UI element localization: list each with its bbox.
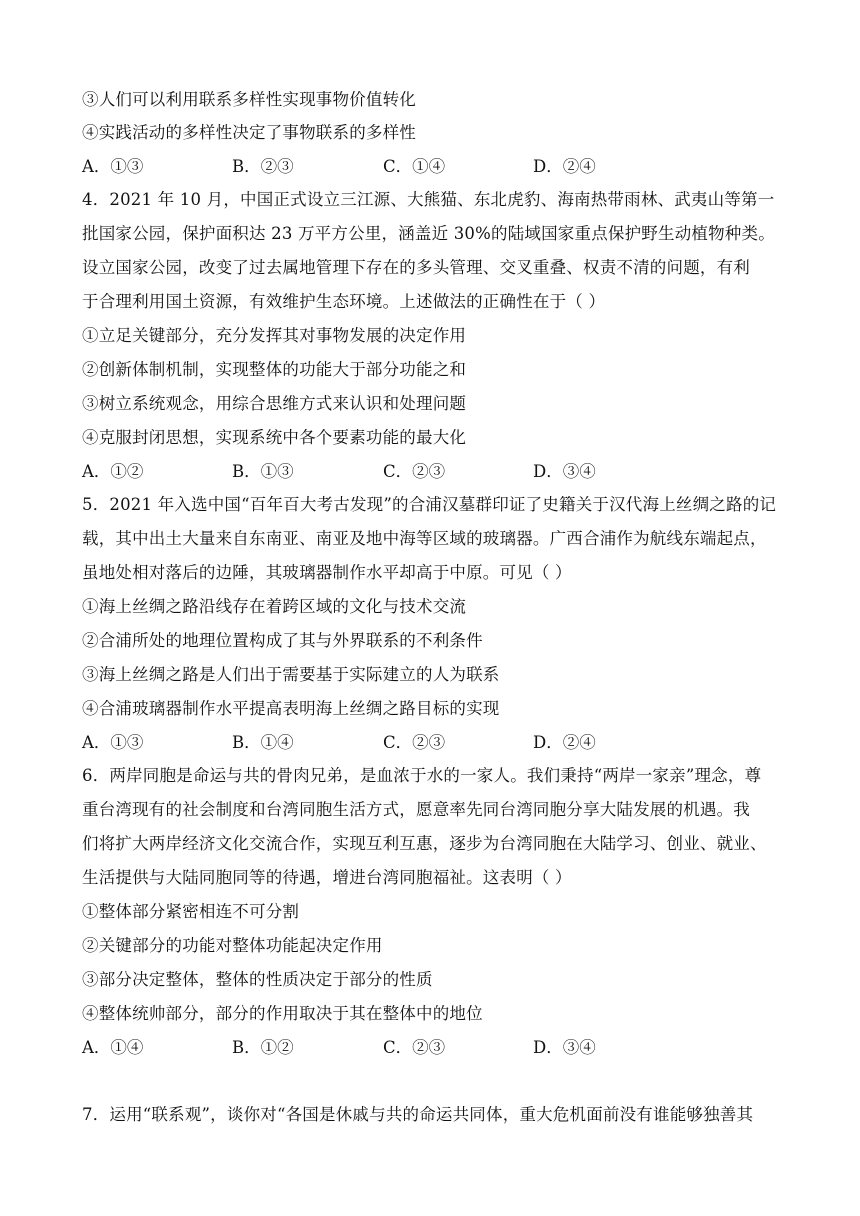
q6-stem-line-3: 们将扩大两岸经济文化交流合作，实现互利互惠，逐步为台湾同胞在大陆学习、创业、就业、 (82, 834, 767, 853)
q6-stem-line-2: 重台湾现有的社会制度和台湾同胞生活方式，愿意率先同台湾同胞分享大陆发展的机遇。我 (82, 800, 750, 819)
q6-option-c: C．②③ (383, 1038, 446, 1057)
q3-option-b: B．②③ (232, 157, 294, 176)
q3-option-a: A．①③ (82, 157, 144, 176)
q4-option-a: A．①② (82, 462, 144, 481)
q6-stem-line-4: 生活提供与大陆同胞同等的待遇，增进台湾同胞福祉。这表明（ ） (82, 868, 572, 887)
q4-stem-line-2: 批国家公园，保护面积达 23 万平方公里，涵盖近 30%的陆域国家重点保护野生动植物种类。 (82, 224, 775, 243)
q5-statement-1: ①海上丝绸之路沿线存在着跨区域的文化与技术交流 (82, 597, 467, 616)
q3-statement-4: ④实践活动的多样性决定了事物联系的多样性 (82, 123, 416, 142)
q5-statement-2: ②合浦所处的地理位置构成了其与外界联系的不利条件 (82, 631, 483, 650)
q5-option-d: D．②④ (533, 733, 596, 752)
q4-option-b: B．①③ (232, 462, 294, 481)
q4-statement-3: ③树立系统观念，用综合思维方式来认识和处理问题 (82, 394, 467, 413)
q6-statement-1: ①整体部分紧密相连不可分割 (82, 902, 300, 921)
q3-option-c: C．①④ (383, 157, 446, 176)
q3-option-d: D．②④ (533, 157, 596, 176)
q7-stem-line-1: 7．运用“联系观”，谈你对“各国是休戚与共的命运共同体，重大危机面前没有谁能够独善其 (82, 1105, 754, 1124)
q5-option-c: C．②③ (383, 733, 446, 752)
q5-stem-line-3: 虽地处相对落后的边陲，其玻璃器制作水平却高于中原。可见（ ） (82, 563, 572, 582)
q4-stem-line-4: 于合理利用国土资源，有效维护生态环境。上述做法的正确性在于（ ） (82, 292, 606, 311)
q4-stem-line-1: 4．2021 年 10 月，中国正式设立三江源、大熊猫、东北虎豹、海南热带雨林、武夷山等第一 (82, 190, 775, 209)
q6-stem-line-1: 6．两岸同胞是命运与共的骨肉兄弟，是血浓于水的一家人。我们秉持“两岸一家亲”理念，尊 (82, 766, 762, 785)
q3-statement-3: ③人们可以利用联系多样性实现事物价值转化 (82, 90, 416, 109)
q4-statement-4: ④克服封闭思想，实现系统中各个要素功能的最大化 (82, 428, 467, 447)
q6-statement-4: ④整体统帅部分，部分的作用取决于其在整体中的地位 (82, 1004, 483, 1023)
q5-statement-3: ③海上丝绸之路是人们出于需要基于实际建立的人为联系 (82, 665, 500, 684)
q5-option-a: A．①③ (82, 733, 144, 752)
q5-statement-4: ④合浦玻璃器制作水平提高表明海上丝绸之路目标的实现 (82, 699, 500, 718)
q6-option-a: A．①④ (82, 1038, 144, 1057)
q6-option-d: D．③④ (533, 1038, 596, 1057)
q5-option-b: B．①④ (232, 733, 294, 752)
q5-stem-line-1: 5．2021 年入选中国“百年百大考古发现”的合浦汉墓群印证了史籍关于汉代海上丝绸之路的记 (82, 495, 777, 514)
q4-option-c: C．②③ (383, 462, 446, 481)
q6-statement-3: ③部分决定整体，整体的性质决定于部分的性质 (82, 970, 433, 989)
q4-option-d: D．③④ (533, 462, 596, 481)
q5-stem-line-2: 载，其中出土大量来自东南亚、南亚及地中海等区域的玻璃器。广西合浦作为航线东端起点， (82, 529, 767, 548)
q4-statement-2: ②创新体制机制，实现整体的功能大于部分功能之和 (82, 360, 467, 379)
q6-option-b: B．①② (232, 1038, 294, 1057)
q4-stem-line-3: 设立国家公园，改变了过去属地管理下存在的多头管理、交叉重叠、权责不清的问题，有利 (82, 258, 750, 277)
q4-statement-1: ①立足关键部分，充分发挥其对事物发展的决定作用 (82, 326, 467, 345)
q6-statement-2: ②关键部分的功能对整体功能起决定作用 (82, 936, 383, 955)
